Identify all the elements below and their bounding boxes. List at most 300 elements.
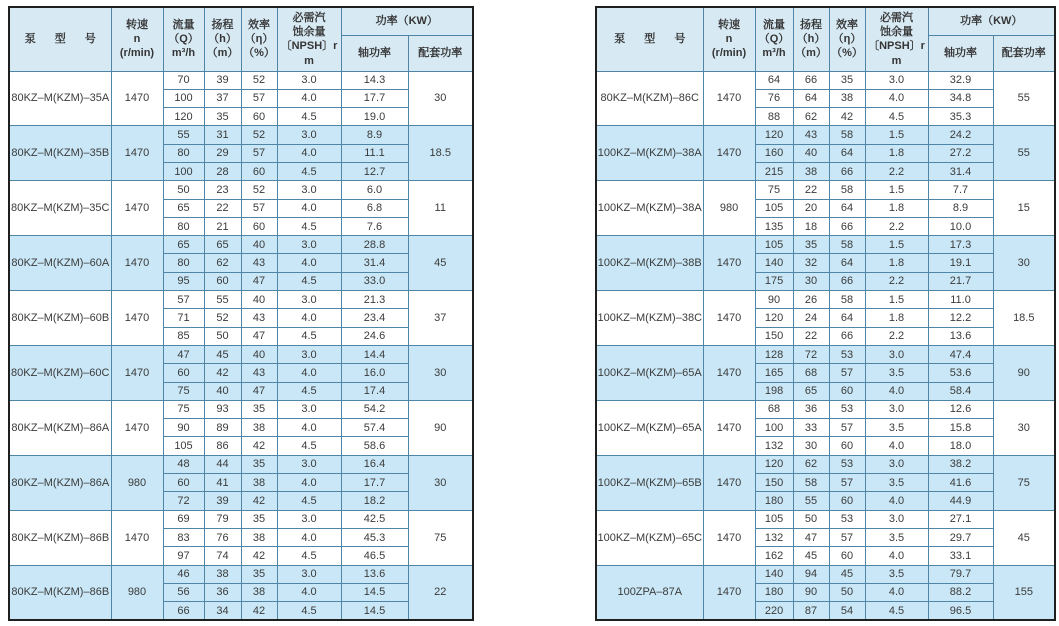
head-cell: 50 [204, 327, 241, 345]
flow-cell: 132 [755, 528, 793, 546]
head-cell: 55 [204, 291, 241, 309]
shaft-power-cell: 42.5 [341, 510, 408, 528]
shaft-power-cell: 24.6 [341, 327, 408, 345]
table-body [596, 71, 1055, 620]
flow-cell: 85 [163, 327, 204, 345]
matched-power-cell: 30 [993, 236, 1055, 291]
npsh-cell: 2.2 [865, 327, 928, 345]
head-cell: 39 [204, 71, 241, 89]
efficiency-cell: 64 [829, 199, 865, 217]
head-cell: 40 [204, 382, 241, 400]
npsh-cell: 4.5 [277, 602, 341, 620]
npsh-cell: 4.5 [277, 217, 341, 235]
flow-cell: 95 [163, 272, 204, 290]
efficiency-cell: 60 [241, 217, 277, 235]
npsh-cell: 3.0 [277, 455, 341, 473]
flow-cell: 140 [755, 565, 793, 583]
col-header-model: 泵 型 号 [9, 7, 111, 71]
efficiency-cell: 42 [241, 437, 277, 455]
table-row [596, 510, 1055, 528]
header-line: （h） [208, 33, 237, 46]
head-cell: 64 [793, 89, 829, 107]
efficiency-cell: 60 [829, 382, 865, 400]
efficiency-cell: 38 [241, 528, 277, 546]
head-cell: 18 [793, 217, 829, 235]
table-row [9, 565, 473, 583]
head-cell: 47 [793, 528, 829, 546]
npsh-cell: 4.0 [277, 419, 341, 437]
header-line: m [891, 54, 902, 67]
efficiency-cell: 52 [241, 126, 277, 144]
header-line: （%） [831, 47, 863, 60]
flow-cell: 160 [755, 144, 793, 162]
matched-power-cell: 55 [993, 71, 1055, 126]
npsh-cell: 1.8 [865, 144, 928, 162]
header-line: （η） [832, 33, 862, 46]
table-row [9, 181, 473, 199]
npsh-cell: 4.0 [865, 547, 928, 565]
pump-model-cell: 80KZ–M(KZM)–35C [9, 181, 111, 236]
npsh-cell: 3.0 [865, 71, 928, 89]
efficiency-cell: 38 [829, 89, 865, 107]
shaft-power-cell: 12.2 [928, 309, 993, 327]
efficiency-cell: 53 [829, 510, 865, 528]
matched-power-cell: 22 [408, 565, 473, 620]
head-cell: 30 [793, 272, 829, 290]
shaft-power-cell: 14.5 [341, 583, 408, 601]
head-cell: 35 [793, 236, 829, 254]
flow-cell: 175 [755, 272, 793, 290]
head-cell: 50 [793, 510, 829, 528]
npsh-cell: 4.0 [277, 144, 341, 162]
flow-cell: 69 [163, 510, 204, 528]
flow-cell: 47 [163, 345, 204, 363]
efficiency-cell: 35 [829, 71, 865, 89]
shaft-power-cell: 7.6 [341, 217, 408, 235]
pump-model-cell: 100KZ–M(KZM)–38C [596, 291, 703, 346]
flow-cell: 83 [163, 528, 204, 546]
shaft-power-cell: 31.4 [341, 254, 408, 272]
npsh-cell: 3.0 [865, 400, 928, 418]
efficiency-cell: 45 [829, 565, 865, 583]
efficiency-cell: 53 [829, 400, 865, 418]
head-cell: 62 [204, 254, 241, 272]
matched-power-cell: 45 [993, 510, 1055, 565]
shaft-power-cell: 29.7 [928, 528, 993, 546]
col-header-flow [755, 7, 793, 71]
shaft-power-cell: 24.2 [928, 126, 993, 144]
head-cell: 32 [793, 254, 829, 272]
efficiency-cell: 38 [241, 419, 277, 437]
head-cell: 87 [793, 602, 829, 620]
header-line: （Q） [758, 33, 790, 46]
flow-cell: 120 [163, 108, 204, 126]
shaft-power-cell: 35.3 [928, 108, 993, 126]
flow-cell: 128 [755, 345, 793, 363]
speed-cell: 1470 [703, 126, 755, 181]
efficiency-cell: 60 [829, 547, 865, 565]
head-cell: 93 [204, 400, 241, 418]
shaft-power-cell: 45.3 [341, 528, 408, 546]
flow-cell: 57 [163, 291, 204, 309]
header-line: （%） [243, 47, 275, 60]
header-line: 转速 [126, 18, 148, 31]
header-line: （m） [795, 47, 827, 60]
header-line: 转速 [718, 18, 741, 31]
efficiency-cell: 50 [829, 583, 865, 601]
head-cell: 43 [793, 126, 829, 144]
npsh-cell: 3.0 [277, 236, 341, 254]
efficiency-cell: 47 [241, 382, 277, 400]
speed-cell: 1470 [703, 291, 755, 346]
flow-cell: 65 [163, 199, 204, 217]
table-row [9, 345, 473, 363]
npsh-cell: 2.2 [865, 162, 928, 180]
flow-cell: 90 [163, 419, 204, 437]
shaft-power-cell: 47.4 [928, 345, 993, 363]
table-row [596, 291, 1055, 309]
matched-power-cell: 90 [993, 345, 1055, 400]
flow-cell: 46 [163, 565, 204, 583]
header-line: （h） [796, 33, 826, 46]
flow-cell: 80 [163, 144, 204, 162]
head-cell: 65 [204, 236, 241, 254]
head-cell: 55 [793, 492, 829, 510]
shaft-power-cell: 11.0 [928, 291, 993, 309]
efficiency-cell: 35 [241, 510, 277, 528]
npsh-cell: 3.0 [277, 181, 341, 199]
flow-cell: 56 [163, 583, 204, 601]
head-cell: 62 [793, 108, 829, 126]
shaft-power-cell: 8.9 [928, 199, 993, 217]
efficiency-cell: 64 [829, 144, 865, 162]
pump-spec-table-left [8, 6, 474, 621]
shaft-power-cell: 17.7 [341, 474, 408, 492]
head-cell: 42 [204, 364, 241, 382]
flow-cell: 65 [163, 236, 204, 254]
flow-cell: 105 [163, 437, 204, 455]
speed-cell: 1470 [703, 236, 755, 291]
shaft-power-cell: 41.6 [928, 474, 993, 492]
header-line: 扬程 [211, 18, 234, 31]
head-cell: 45 [793, 547, 829, 565]
shaft-power-cell: 31.4 [928, 162, 993, 180]
efficiency-cell: 66 [829, 217, 865, 235]
npsh-cell: 2.2 [865, 272, 928, 290]
speed-cell: 1470 [111, 181, 163, 236]
header-line: n [725, 33, 733, 46]
flow-cell: 100 [755, 419, 793, 437]
shaft-power-cell: 58.6 [341, 437, 408, 455]
npsh-cell: 4.0 [277, 528, 341, 546]
flow-cell: 100 [163, 162, 204, 180]
speed-cell: 1470 [703, 455, 755, 510]
flow-cell: 132 [755, 437, 793, 455]
matched-power-cell: 18.5 [993, 291, 1055, 346]
table-row [9, 455, 473, 473]
head-cell: 76 [204, 528, 241, 546]
shaft-power-cell: 28.8 [341, 236, 408, 254]
efficiency-cell: 35 [241, 565, 277, 583]
flow-cell: 48 [163, 455, 204, 473]
speed-cell: 1470 [111, 400, 163, 455]
col-header-shaft-power: 轴功率 [928, 35, 993, 71]
speed-cell: 1470 [703, 71, 755, 126]
speed-cell: 1470 [111, 345, 163, 400]
table-body [9, 71, 473, 620]
header-line: 流量 [172, 18, 195, 31]
npsh-cell: 4.0 [277, 583, 341, 601]
flow-cell: 105 [755, 510, 793, 528]
table-header [596, 7, 1055, 71]
head-cell: 36 [204, 583, 241, 601]
flow-cell: 80 [163, 217, 204, 235]
matched-power-cell: 45 [408, 236, 473, 291]
matched-power-cell: 15 [993, 181, 1055, 236]
header-line: （Q） [168, 33, 199, 46]
npsh-cell: 4.5 [277, 327, 341, 345]
table-row [9, 126, 473, 144]
head-cell: 37 [204, 89, 241, 107]
flow-cell: 140 [755, 254, 793, 272]
col-header-power: 功率（KW） [341, 7, 473, 35]
table-row [9, 510, 473, 528]
efficiency-cell: 57 [241, 144, 277, 162]
shaft-power-cell: 33.1 [928, 547, 993, 565]
efficiency-cell: 57 [241, 89, 277, 107]
npsh-cell: 3.0 [277, 400, 341, 418]
head-cell: 29 [204, 144, 241, 162]
efficiency-cell: 58 [829, 236, 865, 254]
matched-power-cell: 18.5 [408, 126, 473, 181]
head-cell: 33 [793, 419, 829, 437]
header-line: 扬程 [800, 18, 823, 31]
shaft-power-cell: 34.8 [928, 89, 993, 107]
flow-cell: 75 [755, 181, 793, 199]
table-row [9, 236, 473, 254]
npsh-cell: 1.5 [865, 181, 928, 199]
shaft-power-cell: 54.2 [341, 400, 408, 418]
shaft-power-cell: 18.2 [341, 492, 408, 510]
header-line: （m） [206, 47, 239, 60]
col-header-flow [163, 7, 204, 71]
efficiency-cell: 58 [829, 291, 865, 309]
shaft-power-cell: 8.9 [341, 126, 408, 144]
shaft-power-cell: 32.9 [928, 71, 993, 89]
npsh-cell: 3.0 [865, 510, 928, 528]
flow-cell: 165 [755, 364, 793, 382]
head-cell: 38 [793, 162, 829, 180]
matched-power-cell: 90 [408, 400, 473, 455]
head-cell: 68 [793, 364, 829, 382]
pump-spec-table-right [595, 6, 1056, 621]
efficiency-cell: 57 [241, 199, 277, 217]
shaft-power-cell: 17.4 [341, 382, 408, 400]
head-cell: 94 [793, 565, 829, 583]
flow-cell: 55 [163, 126, 204, 144]
table-header [9, 7, 473, 71]
efficiency-cell: 35 [241, 455, 277, 473]
head-cell: 60 [204, 272, 241, 290]
efficiency-cell: 54 [829, 602, 865, 620]
npsh-cell: 4.5 [277, 162, 341, 180]
head-cell: 28 [204, 162, 241, 180]
shaft-power-cell: 21.3 [341, 291, 408, 309]
head-cell: 86 [204, 437, 241, 455]
shaft-power-cell: 33.0 [341, 272, 408, 290]
pump-model-cell: 80KZ–M(KZM)–86B [9, 510, 111, 565]
col-header-head [793, 7, 829, 71]
shaft-power-cell: 44.9 [928, 492, 993, 510]
speed-cell: 980 [111, 565, 163, 620]
shaft-power-cell: 46.5 [341, 547, 408, 565]
pump-model-cell: 100KZ–M(KZM)–65B [596, 455, 703, 510]
flow-cell: 100 [163, 89, 204, 107]
flow-cell: 60 [163, 364, 204, 382]
header-line: m³/h [171, 47, 196, 60]
shaft-power-cell: 10.0 [928, 217, 993, 235]
flow-cell: 220 [755, 602, 793, 620]
npsh-cell: 1.8 [865, 309, 928, 327]
head-cell: 89 [204, 419, 241, 437]
shaft-power-cell: 11.1 [341, 144, 408, 162]
efficiency-cell: 60 [241, 162, 277, 180]
matched-power-cell: 155 [993, 565, 1055, 620]
head-cell: 36 [793, 400, 829, 418]
col-header-efficiency [829, 7, 865, 71]
efficiency-cell: 53 [829, 455, 865, 473]
npsh-cell: 4.5 [277, 492, 341, 510]
shaft-power-cell: 58.4 [928, 382, 993, 400]
flow-cell: 215 [755, 162, 793, 180]
header-line: (r/min) [119, 47, 155, 60]
npsh-cell: 4.0 [277, 199, 341, 217]
shaft-power-cell: 21.7 [928, 272, 993, 290]
npsh-cell: 4.0 [865, 583, 928, 601]
col-header-npsh [865, 7, 928, 71]
matched-power-cell: 30 [408, 71, 473, 126]
flow-cell: 76 [755, 89, 793, 107]
efficiency-cell: 66 [829, 327, 865, 345]
pump-model-cell: 80KZ–M(KZM)–86A [9, 400, 111, 455]
shaft-power-cell: 15.8 [928, 419, 993, 437]
npsh-cell: 4.0 [277, 364, 341, 382]
npsh-cell: 3.5 [865, 565, 928, 583]
pump-model-cell: 80KZ–M(KZM)–35B [9, 126, 111, 181]
table-row [596, 126, 1055, 144]
col-header-efficiency [241, 7, 277, 71]
shaft-power-cell: 16.4 [341, 455, 408, 473]
efficiency-cell: 60 [241, 108, 277, 126]
flow-cell: 180 [755, 583, 793, 601]
shaft-power-cell: 13.6 [928, 327, 993, 345]
shaft-power-cell: 14.5 [341, 602, 408, 620]
pump-model-cell: 100KZ–M(KZM)–65A [596, 400, 703, 455]
pump-model-cell: 100KZ–M(KZM)–38A [596, 181, 703, 236]
flow-cell: 198 [755, 382, 793, 400]
table-row [596, 455, 1055, 473]
head-cell: 44 [204, 455, 241, 473]
npsh-cell: 3.0 [277, 71, 341, 89]
efficiency-cell: 40 [241, 236, 277, 254]
head-cell: 30 [793, 437, 829, 455]
efficiency-cell: 53 [829, 345, 865, 363]
head-cell: 38 [204, 565, 241, 583]
npsh-cell: 4.0 [865, 382, 928, 400]
head-cell: 21 [204, 217, 241, 235]
npsh-cell: 3.5 [865, 419, 928, 437]
efficiency-cell: 43 [241, 309, 277, 327]
efficiency-cell: 66 [829, 272, 865, 290]
col-header-shaft-power: 轴功率 [341, 35, 408, 71]
efficiency-cell: 43 [241, 254, 277, 272]
efficiency-cell: 42 [241, 547, 277, 565]
flow-cell: 150 [755, 474, 793, 492]
pump-model-cell: 80KZ–M(KZM)–86A [9, 455, 111, 510]
flow-cell: 75 [163, 382, 204, 400]
head-cell: 74 [204, 547, 241, 565]
efficiency-cell: 52 [241, 181, 277, 199]
shaft-power-cell: 6.0 [341, 181, 408, 199]
flow-cell: 162 [755, 547, 793, 565]
shaft-power-cell: 79.7 [928, 565, 993, 583]
flow-cell: 120 [755, 126, 793, 144]
flow-cell: 97 [163, 547, 204, 565]
pump-model-cell: 100KZ–M(KZM)–65A [596, 345, 703, 400]
efficiency-cell: 57 [829, 528, 865, 546]
matched-power-cell: 55 [993, 126, 1055, 181]
matched-power-cell: 30 [408, 455, 473, 510]
col-header-matched-power: 配套功率 [993, 35, 1055, 71]
shaft-power-cell: 38.2 [928, 455, 993, 473]
npsh-cell: 1.5 [865, 236, 928, 254]
speed-cell: 980 [703, 181, 755, 236]
head-cell: 31 [204, 126, 241, 144]
pump-model-cell: 80KZ–M(KZM)–86B [9, 565, 111, 620]
pump-model-cell: 80KZ–M(KZM)–60B [9, 291, 111, 346]
table-row [9, 291, 473, 309]
header-line: m [304, 54, 314, 67]
flow-cell: 105 [755, 236, 793, 254]
col-header-head [204, 7, 241, 71]
npsh-cell: 1.8 [865, 199, 928, 217]
head-cell: 72 [793, 345, 829, 363]
table-row [596, 345, 1055, 363]
speed-cell: 1470 [111, 71, 163, 126]
head-cell: 22 [793, 181, 829, 199]
efficiency-cell: 38 [241, 474, 277, 492]
shaft-power-cell: 27.1 [928, 510, 993, 528]
pump-model-cell: 100ZPA–87A [596, 565, 703, 620]
speed-cell: 1470 [703, 510, 755, 565]
efficiency-cell: 57 [829, 419, 865, 437]
flow-cell: 135 [755, 217, 793, 235]
flow-cell: 71 [163, 309, 204, 327]
efficiency-cell: 43 [241, 364, 277, 382]
head-cell: 79 [204, 510, 241, 528]
efficiency-cell: 64 [829, 309, 865, 327]
npsh-cell: 1.8 [865, 254, 928, 272]
header-line: m³/h [762, 47, 786, 60]
speed-cell: 980 [111, 455, 163, 510]
flow-cell: 105 [755, 199, 793, 217]
matched-power-cell: 30 [408, 345, 473, 400]
npsh-cell: 4.0 [277, 254, 341, 272]
col-header-power: 功率（KW） [928, 7, 1055, 35]
efficiency-cell: 60 [829, 492, 865, 510]
npsh-cell: 4.0 [277, 89, 341, 107]
head-cell: 66 [793, 71, 829, 89]
